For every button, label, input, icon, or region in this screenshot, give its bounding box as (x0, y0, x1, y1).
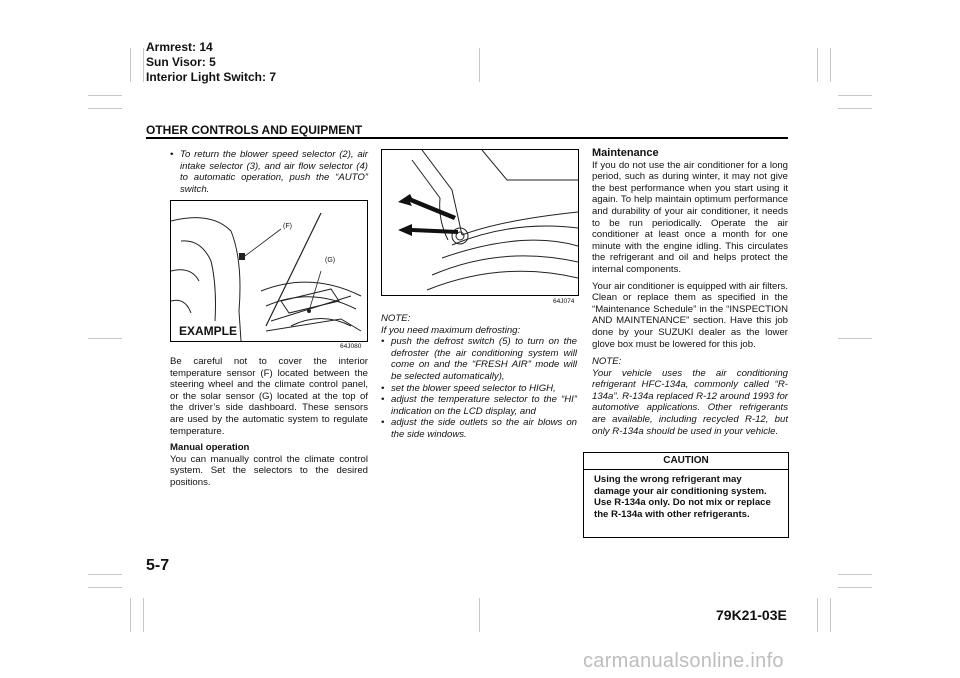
temperature-sensor-icon (239, 253, 245, 260)
header-note: Armrest: 14 (146, 40, 213, 54)
watermark: carmanualsonline.info (583, 650, 784, 672)
lower-airflow-arrow-icon (398, 224, 458, 236)
note-bullet: • adjust the side outlets so the air blows on the side windows. (381, 417, 577, 440)
figure-label-f: (F) (283, 223, 292, 230)
left-column-body (170, 356, 368, 489)
manual-operation-paragraph: You can manually control the climate control system. Set the selectors to the desired positions. (170, 453, 368, 488)
figure-code: 64J074 (553, 298, 575, 305)
bullet-glyph: • (170, 149, 174, 160)
note-intro: If you need maximum defrosting: (381, 324, 521, 336)
header-note: Sun Visor: 5 (146, 55, 216, 69)
sensor-figure (170, 200, 368, 342)
refrigerant-note: Your vehicle uses the air conditioning refrigerant HFC-134a, commonly called “R-134a”. R-134a replaced R-12 around 1993 for automotive applications. Other refrigerants are available, including recycled R-12, but only R-134a should be used in your vehicle. (592, 367, 788, 437)
example-label: EXAMPLE (179, 324, 238, 338)
sensor-paragraph: Be careful not to cover the interior temperature sensor (F) located between the steering wheel and the climate control panel, or the solar sensor (G) located at the top of the driver’s side dashboard. These sensors are used by the automatic system to regulate temperature. (170, 356, 368, 437)
section-title: OTHER CONTROLS AND EQUIPMENT (146, 123, 363, 137)
bullet-glyph: • (381, 417, 385, 429)
caution-text: Using the wrong refrigerant may damage your air conditioning system. Use R-134a only. Do not mix or replace the R-134a with other refrigerants. (594, 474, 771, 520)
bullet-glyph: • (381, 336, 385, 348)
page-number: 5-7 (146, 557, 170, 574)
note-label: NOTE: (381, 313, 411, 324)
middle-column-note (381, 313, 577, 441)
left-column (170, 149, 368, 195)
sensor-illustration (171, 201, 367, 341)
figure-code: 64J080 (340, 343, 362, 350)
caution-box (583, 452, 789, 538)
note-label: NOTE: (592, 356, 622, 368)
manual-operation-heading: Manual operation (170, 442, 250, 454)
upper-airflow-arrow-icon (398, 194, 456, 220)
document-code: 79K21-03E (716, 607, 787, 623)
bullet-glyph: • (381, 394, 385, 406)
defrost-figure (381, 149, 579, 296)
header-notes (146, 40, 276, 85)
bullet-glyph: • (381, 382, 385, 394)
maintenance-paragraph-2: Your air conditioner is equipped with air filters. Clean or replace them as specified in the “Maintenance Schedule” in the “INSPECTION AND MAINTENANCE” section. Have this job done by your SUZUKI dealer as the lower glove box must be lowered for this job. (592, 280, 788, 350)
caution-title: CAUTION (584, 453, 788, 470)
maintenance-title: Maintenance (592, 147, 659, 159)
note-bullet: • adjust the temperature selector to the “HI” indication on the LCD display, and (381, 394, 577, 417)
note-bullet: • set the blower speed selector to HIGH, (381, 382, 556, 394)
right-column (592, 148, 788, 437)
defrost-illustration (382, 150, 578, 295)
maintenance-paragraph-1: If you do not use the air conditioner for a long period, such as during winter, it may not give the best performance when you start using it again. To help maintain optimum performance and durability of your air conditioner, it needs to be run periodically. Operate the air conditioner at least once a month for one minute with the engine idling. This circulates the refrigerant and oil and helps protect the internal components. (592, 159, 788, 275)
header-rule (146, 137, 788, 139)
note-bullet: • push the defrost switch (5) to turn on the defroster (the air conditioning system will come on and the “FRESH AIR” mode will be selected automatically), (381, 336, 577, 382)
solar-sensor-icon (307, 309, 311, 313)
intro-bullet: • To return the blower speed selector (2), air intake selector (3), and air flow selector (4) to automatic operation, push the “AUTO” switch. (170, 149, 368, 195)
header-note: Interior Light Switch: 7 (146, 70, 277, 84)
figure-label-g: (G) (325, 257, 336, 264)
